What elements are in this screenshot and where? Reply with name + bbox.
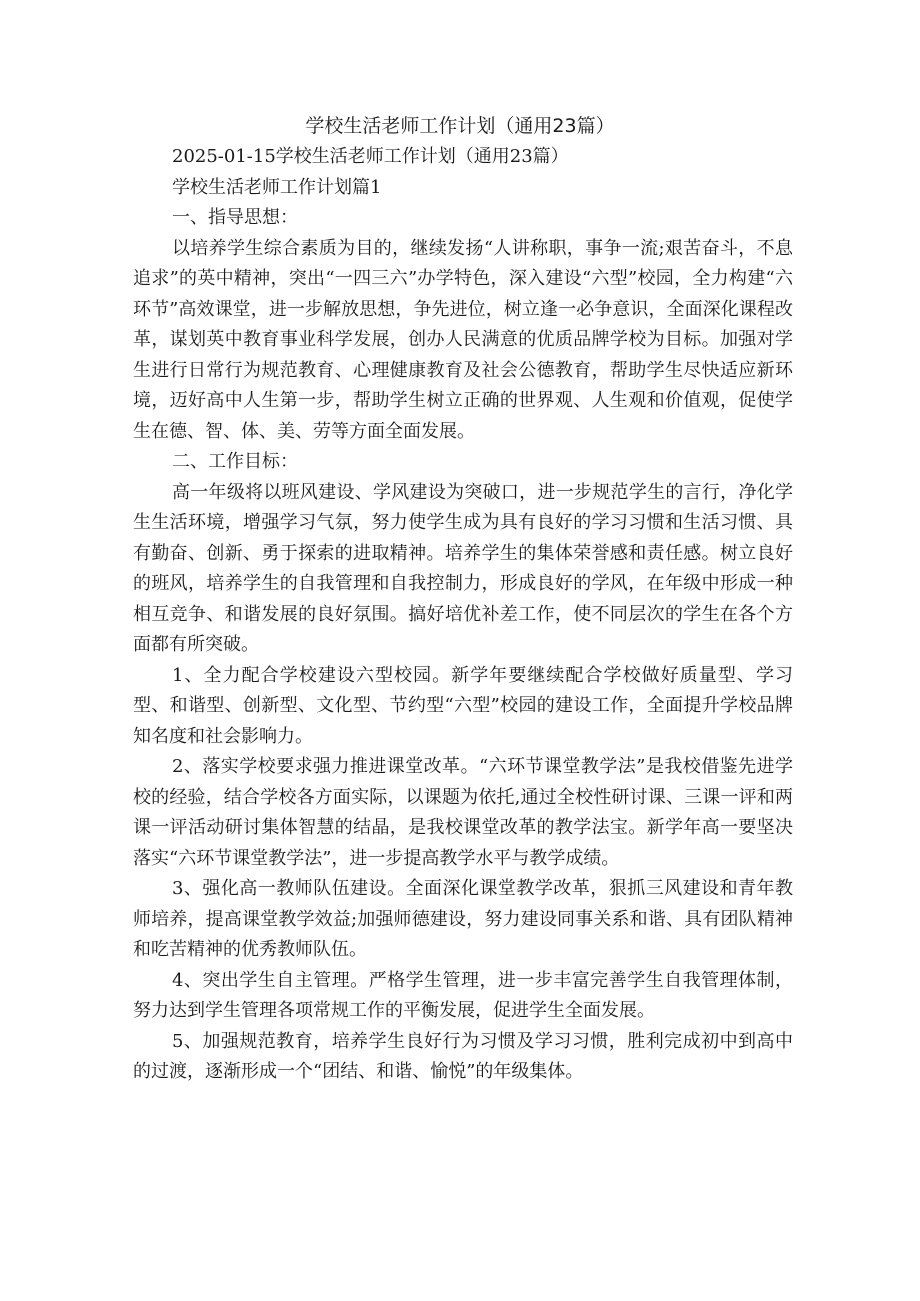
date-line: 2025-01-15学校生活老师工作计划（通用23篇） xyxy=(172,146,569,167)
paragraph-guiding-thought: 以培养学生综合素质为目的，继续发扬“人讲称职，事争一流;艰苦奋斗，不息追求”的英中精神，突出“一四三六”办学特色，深入建设“六型”校园，全力构建“六环节”高效课堂，进一步解放思想，争先进位，树立逢一必争意识，全面深化课程改革，谋划英中教育事业科学发展，创办人民满意的优质品牌学校为目标。加强对学生进行日常行为规范教育、心理健康教育及社会公德教育，帮助学生尽快适应新环境，迈好高中人生第一步，帮助学生树立正确的世界观、人生观和价值观，促使学生在德、智、体、美、劳等方面全面发展。 xyxy=(133,237,793,442)
paragraph-item-4: 4、突出学生自主管理。严格学生管理，进一步丰富完善学生自我管理体制，努力达到学生管理各项常规工作的平衡发展，促进学生全面发展。 xyxy=(133,969,793,1021)
heading-work-goals: 二、工作目标： xyxy=(172,451,298,472)
heading-guiding-thought: 一、指导思想： xyxy=(172,207,298,228)
paragraph-item-2: 2、落实学校要求强力推进课堂改革。“六环节课堂教学法”是我校借鉴先进学校的经验，结合学校各方面实际，以课题为依托,通过全校性研讨课、三课一评和两课一评活动研讨集体智慧的结晶，是我校课堂改革的教学法宝。新学年高一要坚决落实“六环节课堂教学法”，进一步提高教学水平与教学成绩。 xyxy=(133,756,793,869)
paragraph-work-goals: 高一年级将以班风建设、学风建设为突破口，进一步规范学生的言行，净化学生生活环境，增强学习气氛，努力使学生成为具有良好的学习习惯和生活习惯、具有勤奋、创新、勇于探索的进取精神。培养学生的集体荣誉感和责任感。树立良好的班风，培养学生的自我管理和自我控制力，形成良好的学风，在年级中形成一种相互竞争、和谐发展的良好氛围。搞好培优补差工作，使不同层次的学生在各个方面都有所突破。 xyxy=(133,481,793,655)
paragraph-item-5: 5、加强规范教育，培养学生良好行为习惯及学习习惯，胜利完成初中到高中的过渡，逐渐形成一个“团结、和谐、愉悦”的年级集体。 xyxy=(133,1030,793,1082)
paragraph-item-1: 1、全力配合学校建设六型校园。新学年要继续配合学校做好质量型、学习型、和谐型、创新型、文化型、节约型“六型”校园的建设工作，全面提升学校品牌知名度和社会影响力。 xyxy=(133,664,793,747)
section-title: 学校生活老师工作计划篇1 xyxy=(172,176,382,198)
document-body xyxy=(133,142,793,1088)
document-title: 学校生活老师工作计划（通用23篇） xyxy=(305,115,615,137)
paragraph-item-3: 3、强化高一教师队伍建设。全面深化课堂教学改革，狠抓三风建设和青年教师培养，提高课堂教学效益;加强师德建设，努力建设同事关系和谐、具有团队精神和吃苦精神的优秀教师队伍。 xyxy=(133,878,793,960)
